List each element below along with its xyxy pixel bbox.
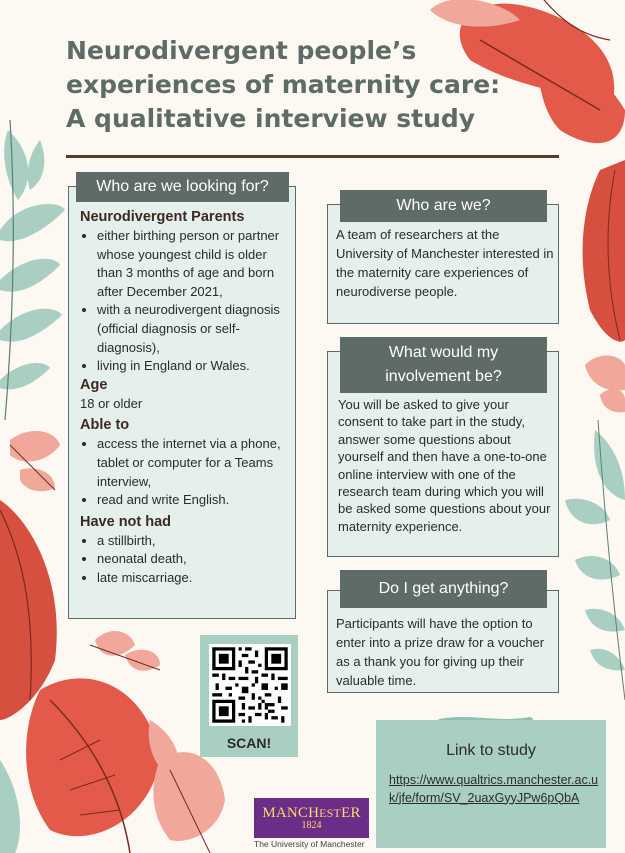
qr-code-icon[interactable] [209,642,291,728]
list-item: • a stillbirth, [97,532,290,551]
list-item: • read and write English. [97,491,290,510]
involvement-heading-line-2: involvement be? [385,368,502,385]
age-text: 18 or older [80,395,143,411]
list-item: • late miscarriage. [97,569,290,588]
link-title: Link to study [446,742,536,759]
parents-title: Neurodivergent Parents [80,209,245,225]
list-item: • neonatal death, [97,550,290,569]
looking-for-heading: Who are we looking for? [76,172,289,202]
who-are-we-text: A team of researchers at the University of Manchester interested in the maternity care experiences of neurodiverse people. [336,227,554,299]
title-line-2: experiences of maternity care: [66,70,501,99]
leaf-bottom-left-icon [0,678,179,853]
logo-wordmark: MANCHESTER [262,805,361,821]
not-had-title: Have not had [80,513,172,530]
involvement-heading-line-1: What would my [388,344,499,361]
list-item: • with a neurodivergent diagnosis (official diagnosis or self-diagnosis), [97,301,290,357]
incentive-text: Participants will have the option to enter into a prize draw for a voucher as a thank you for giving up their valuable time. [336,616,545,688]
leaf-right-teal-icon [565,420,625,700]
involvement-heading [340,337,547,393]
not-had-list [80,532,290,588]
leaf-right-red-icon [583,160,625,342]
list-item: • either birthing person or partner whose youngest child is older than 3 months of age and born after December 2021, [97,227,290,301]
leaf-left-pink-icon [10,431,60,491]
list-item: • access the internet via a phone, tablet or computer for a Teams interview, [97,435,290,491]
university-logo [254,798,369,838]
able-title: Able to [80,417,130,434]
looking-for-content [80,208,290,588]
leaf-left-teal-icon [0,120,65,420]
title-line-1: Neurodivergent people’s [66,36,417,65]
logo-subtitle: The University of Manchester [254,839,365,849]
involvement-text: You will be asked to give your consent to take part in the study, answer some questions about yourself and then have a one-to-one online interview with one of the research team during which you will be asked some questions about your maternity experience. [338,397,551,534]
who-are-we-heading: Who are we? [340,190,547,222]
age-title: Age [80,376,108,393]
incentive-heading: Do I get anything? [340,570,547,608]
poster-title [66,34,526,136]
title-line-3: A qualitative interview study [66,104,476,133]
able-list [80,435,290,509]
scan-label: SCAN! [226,735,272,751]
study-link[interactable]: https://www.qualtrics.manchester.ac.uk/jfe/form/SV_2uaxGyyJPw6pQbA [389,773,599,805]
logo-year: 1824 [301,820,322,831]
leaf-right-pink-icon [585,356,625,413]
parents-list [80,227,290,376]
title-divider [66,155,559,158]
list-item: • living in England or Wales. [97,357,290,376]
